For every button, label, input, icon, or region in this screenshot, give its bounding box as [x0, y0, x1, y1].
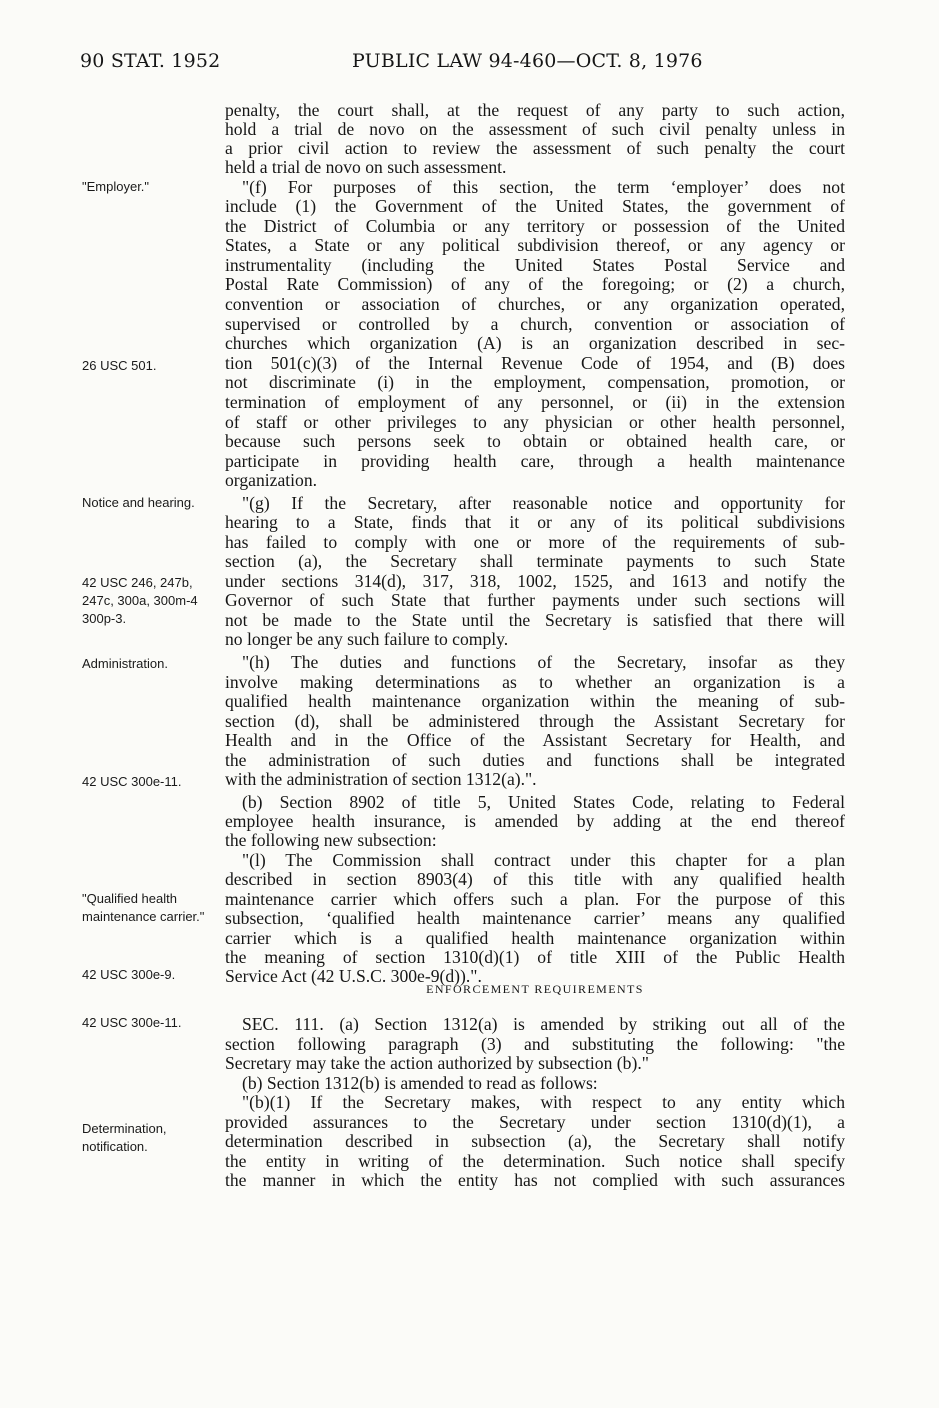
text-line: the entity in writing of the determination. Such notice shall specify [225, 1151, 845, 1171]
running-header [0, 50, 939, 76]
text-line: under sections 314(d), 317, 318, 1002, 1525, and 1613 and notify the [225, 571, 845, 591]
text-line: Health and in the Office of the Assistant Secretary for Health, and [225, 730, 845, 750]
text-line: carrier which is a qualified health maintenance organization within [225, 928, 845, 948]
text-line: the following new subsection: [225, 830, 437, 850]
margin-note-qualified-carrier: "Qualified health maintenance carrier." [82, 891, 205, 924]
text-line: participate in providing health care, through a health maintenance [225, 451, 845, 471]
text-line: because such persons seek to obtain or obtained health care, or [225, 431, 845, 451]
margin-note-notice-hearing: Notice and hearing. [82, 495, 195, 510]
text-line: supervised or controlled by a church, convention or association of [225, 314, 845, 334]
statute-page-number: 90 STAT. 1952 [80, 50, 221, 72]
text-line: "(h) The duties and functions of the Secretary, insofar as they [242, 652, 845, 672]
text-line: convention or association of churches, or any organization operated, [225, 294, 845, 314]
margin-note-administration: Administration. [82, 656, 168, 671]
text-line: with the administration of section 1312(a).". [225, 769, 537, 789]
margin-note-42usc300e-11: 42 USC 300e-11. [82, 774, 182, 789]
text-line: no longer be any such failure to comply. [225, 629, 509, 649]
text-line: instrumentality (including the United States Postal Service and [225, 255, 845, 275]
text-line: penalty, the court shall, at the request of any party to such action, [225, 100, 845, 120]
text-line: (b) Section 8902 of title 5, United States Code, relating to Federal [242, 792, 845, 812]
margin-note-26usc501: 26 USC 501. [82, 358, 157, 373]
text-line: Governor of such State that further payments under such sections will [225, 590, 845, 610]
text-line: described in section 8903(4) of this title with any qualified health [225, 869, 845, 889]
text-line: involve making determinations as to whether an organization is a [225, 672, 845, 692]
section-heading: ENFORCEMENT REQUIREMENTS [426, 982, 644, 996]
text-line: section (d), shall be administered through the Assistant Secretary for [225, 711, 845, 731]
text-line: subsection, ‘qualified health maintenance carrier’ means any qualified [225, 908, 845, 928]
text-line: "(f) For purposes of this section, the term ‘employer’ does not [242, 177, 845, 197]
text-line: a prior civil action to review the assessment of such penalty the court [225, 138, 845, 158]
text-line: tion 501(c)(3) of the Internal Revenue Code of 1954, and (B) does [225, 353, 845, 373]
text-line: organization. [225, 470, 318, 490]
text-line: Service Act (42 U.S.C. 300e-9(d)).". [225, 966, 482, 986]
text-line: the District of Columbia or any territory or possession of the United [225, 216, 845, 236]
text-line: qualified health maintenance organization within the meaning of sub- [225, 691, 845, 711]
text-line: States, a State or any political subdivision thereof, or any agency or [225, 235, 845, 255]
text-line: "(l) The Commission shall contract under this chapter for a plan [242, 850, 845, 870]
text-line: has failed to comply with one or more of the requirements of sub- [225, 532, 845, 552]
text-line: determination described in subsection (a), the Secretary shall notify [225, 1131, 845, 1151]
text-line: of staff or other privileges to any physician or other health personnel, [225, 412, 845, 432]
text-line: "(g) If the Secretary, after reasonable notice and opportunity for [242, 493, 845, 513]
text-line: "(b)(1) If the Secretary makes, with respect to any entity which [242, 1092, 845, 1112]
text-line: include (1) the Government of the United States, the government of [225, 196, 845, 216]
text-line: Postal Rate Commission) of any of the foregoing; or (2) a church, [225, 274, 845, 294]
margin-note-employer: "Employer." [82, 179, 150, 194]
text-line: the meaning of section 1310(d)(1) of title XIII of the Public Health [225, 947, 845, 967]
text-line: termination of employment of any personnel, or (ii) in the extension [225, 392, 845, 412]
text-line: not discriminate (i) in the employment, compensation, promotion, or [225, 372, 845, 392]
text-line: hold a trial de novo on the assessment of such civil penalty unless in [225, 119, 845, 139]
public-law-title: PUBLIC LAW 94-460—OCT. 8, 1976 [352, 50, 703, 72]
text-line: SEC. 111. (a) Section 1312(a) is amended by striking out all of the [242, 1014, 845, 1034]
text-line: (b) Section 1312(b) is amended to read as follows: [242, 1073, 598, 1093]
text-line: section following paragraph (3) and substituting the following: "the [225, 1034, 845, 1054]
text-line: churches which organization (A) is an organization described in sec- [225, 333, 845, 353]
text-line: Secretary may take the action authorized by subsection (b)." [225, 1053, 649, 1073]
text-line: employee health insurance, is amended by adding at the end thereof [225, 811, 845, 831]
text-line: provided assurances to the Secretary under section 1310(d)(1), a [225, 1112, 845, 1132]
text-line: hearing to a State, finds that it or any of its political subdivisions [225, 512, 845, 532]
text-line: section (a), the Secretary shall terminate payments to such State [225, 551, 845, 571]
margin-note-determination: Determination, notification. [82, 1121, 167, 1154]
text-line: the manner in which the entity has not complied with such assurances [225, 1170, 845, 1190]
margin-note-42usc300e-11-b: 42 USC 300e-11. [82, 1015, 182, 1030]
margin-note-42usc-citations: 42 USC 246, 247b, 247c, 300a, 300m-4 300p-3. [82, 575, 198, 626]
margin-note-42usc300e-9: 42 USC 300e-9. [82, 967, 176, 982]
text-line: the administration of such duties and functions shall be integrated [225, 750, 845, 770]
text-line: maintenance carrier which offers such a plan. For the purpose of this [225, 889, 845, 909]
text-line: not be made to the State until the Secretary is satisfied that there will [225, 610, 845, 630]
text-line: held a trial de novo on such assessment. [225, 157, 507, 177]
